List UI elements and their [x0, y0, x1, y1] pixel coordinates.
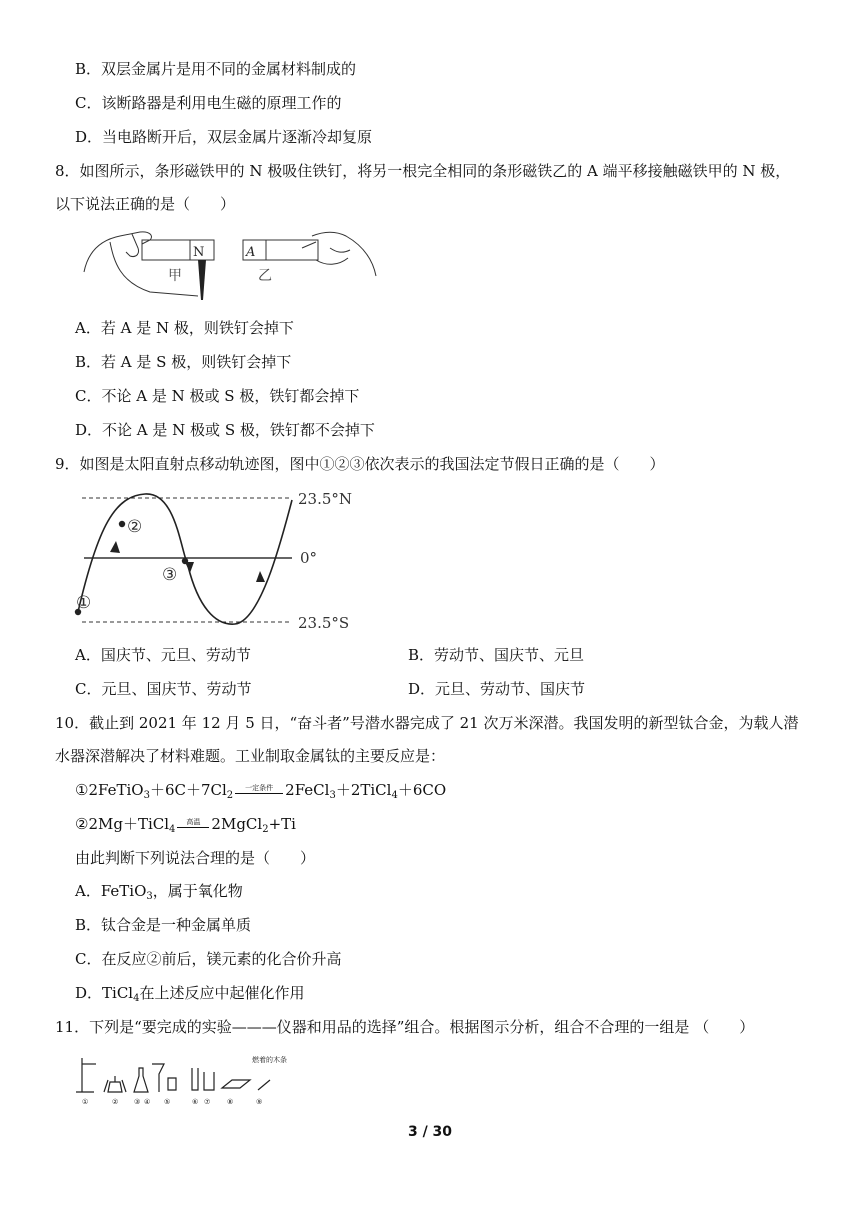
q10-stem-line1: 10．截止到 2021 年 12 月 5 日，“奋斗者”号潜水器完成了 21 次万米深潜。我国发明的新型钛合金，为载人潜	[55, 714, 799, 732]
magnet-jia-pole: N	[193, 245, 205, 260]
q10-option-a-pre: A．FeTiO	[75, 882, 147, 900]
label-1: ①	[82, 1098, 89, 1106]
label-6: ⑥	[192, 1098, 199, 1106]
q10-reaction-1	[75, 780, 446, 806]
q8-option-d: D．不论 A 是 N 极或 S 极，铁钉都不会掉下	[75, 421, 375, 439]
label-5: ⑤	[164, 1098, 171, 1106]
reaction2-right2: +Ti	[268, 815, 296, 833]
q10-option-a-post: ，属于氧化物	[152, 882, 243, 900]
splint-label: 燃着的木条	[252, 1056, 287, 1064]
reaction1-condition	[233, 780, 285, 800]
reaction2-condition	[175, 814, 211, 834]
reaction1-right-sub: 3	[329, 790, 336, 801]
q8-option-b: B．若 A 是 S 极，则铁钉会掉下	[75, 353, 292, 371]
q11-apparatus-figure	[72, 1050, 287, 1108]
mark-1: ①	[76, 593, 92, 613]
reaction2-right-sub: 2	[262, 824, 269, 835]
q8-stem-line1: 8．如图所示，条形磁铁甲的 N 极吸住铁钉，将另一根完全相同的条形磁铁乙的 A 端平移接触磁铁甲的 N 极，	[55, 162, 791, 180]
q8-magnet-figure	[80, 222, 380, 302]
q10-option-d-pre: D．TiCl	[75, 984, 134, 1002]
reaction1-left: 2FeTiO	[88, 781, 144, 799]
reaction1-left-sub: 3	[143, 790, 150, 801]
q10-option-d	[75, 983, 305, 1009]
reaction2-condition-text: 高温	[186, 818, 201, 826]
reaction1-right2: ＋2TiCl	[335, 781, 392, 799]
q9-option-c: C．元旦、国庆节、劳动节	[75, 680, 252, 698]
q10-option-a-sub: 3	[146, 891, 153, 902]
reaction1-right3: ＋6CO	[397, 781, 447, 799]
q8-option-c: C．不论 A 是 N 极或 S 极，铁钉都会掉下	[75, 387, 360, 405]
q10-option-b: B．钛合金是一种金属单质	[75, 916, 252, 934]
label-2: ②	[112, 1098, 119, 1106]
magnet-yi-pole: A	[246, 245, 256, 260]
reaction1-right2-sub: 4	[391, 790, 398, 801]
reaction1-number: ①	[75, 781, 89, 799]
magnet-yi-label: 乙	[258, 268, 272, 284]
mark-3: ③	[162, 565, 178, 585]
label-4: ④	[144, 1098, 151, 1106]
q9-stem: 9．如图是太阳直射点移动轨迹图，图中①②③依次表示的我国法定节假日正确的是（ ）	[55, 455, 665, 473]
equator-label: 0°	[300, 549, 318, 567]
q11-stem: 11．下列是“要完成的实验———仪器和用品的选择”组合。根据图示分析，组合不合理的一组是 （ ）	[55, 1018, 755, 1036]
q10-prompt: 由此判断下列说法合理的是（ ）	[75, 849, 316, 867]
page-number: 3 / 30	[407, 1124, 453, 1140]
q10-option-a	[75, 881, 243, 907]
label-9: ⑨	[256, 1098, 263, 1106]
q10-reaction-2	[75, 814, 296, 840]
label-8: ⑧	[227, 1098, 234, 1106]
q7-option-c: C．该断路器是利用电生磁的原理工作的	[75, 94, 342, 112]
reaction2-right: 2MgCl	[211, 815, 263, 833]
reaction1-left2-sub: 2	[226, 790, 234, 801]
reaction1-left2: ＋6C＋7Cl	[149, 781, 227, 799]
q10-option-c: C．在反应②前后，镁元素的化合价升高	[75, 950, 342, 968]
q10-option-d-post: 在上述反应中起催化作用	[139, 984, 305, 1002]
q8-stem-line2: 以下说法正确的是（ ）	[55, 195, 236, 213]
reaction2-number: ②	[75, 815, 89, 833]
q9-option-d: D．元旦、劳动节、国庆节	[408, 680, 586, 698]
reaction2-left-sub: 4	[169, 824, 176, 835]
magnet-jia-label: 甲	[168, 268, 182, 284]
reaction2-left: 2Mg＋TiCl	[88, 815, 170, 833]
label-3: ③	[134, 1098, 141, 1106]
lat-north-label: 23.5°N	[298, 490, 353, 508]
q9-option-b: B．劳动节、国庆节、元旦	[408, 646, 585, 664]
q10-stem-line2: 水器深潜解决了材料难题。工业制取金属钛的主要反应是：	[55, 747, 446, 765]
q8-option-a: A．若 A 是 N 极，则铁钉会掉下	[75, 319, 294, 337]
q7-option-b: B．双层金属片是用不同的金属材料制成的	[75, 60, 357, 78]
label-7: ⑦	[204, 1098, 211, 1106]
mark-2: ②	[127, 517, 143, 537]
q7-option-d: D．当电路断开后，双层金属片逐渐冷却复原	[75, 128, 373, 146]
q9-option-a: A．国庆节、元旦、劳动节	[75, 646, 251, 664]
reaction1-condition-text: 一定条件	[245, 784, 274, 792]
lat-south-label: 23.5°S	[298, 614, 350, 632]
q10-option-d-sub: 4	[133, 993, 140, 1004]
reaction1-right: 2FeCl	[285, 781, 330, 799]
q9-sun-path-figure	[70, 486, 370, 636]
